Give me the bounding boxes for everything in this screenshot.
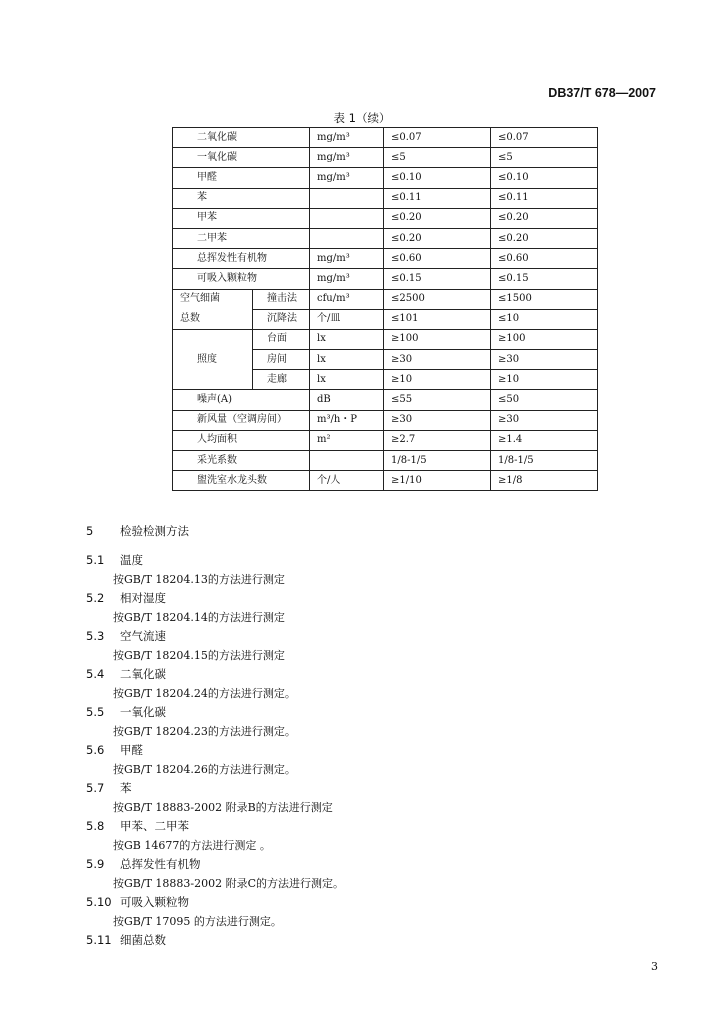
limit-cell-2: ≤0.20 — [491, 208, 598, 228]
item-cell: 二甲苯 — [173, 228, 310, 248]
unit-cell: lx — [310, 350, 384, 370]
table-title: 表 1（续） — [333, 111, 391, 125]
method-text: 按GB/T 18883-2002 附录C的方法进行测定。 — [113, 877, 345, 890]
method-text: 按GB/T 18204.14的方法进行测定 — [113, 611, 285, 624]
subsection-heading — [86, 855, 344, 874]
unit-cell: mg/m³ — [310, 269, 384, 289]
subsection-heading — [86, 627, 344, 646]
limit-cell-1: ≥2.7 — [384, 430, 491, 450]
method-cell: 撞击法 — [253, 289, 310, 309]
limit-cell-2: ≤50 — [491, 390, 598, 410]
item-cell: 新风量（空调房间） — [173, 410, 310, 430]
subsection-number: 5.10 — [86, 895, 112, 909]
subsection-title: 甲醛 — [120, 743, 143, 757]
item-cell: 苯 — [173, 188, 310, 208]
method-text: 按GB/T 17095 的方法进行测定。 — [113, 915, 282, 928]
item-cell: 甲醛 — [173, 168, 310, 188]
unit-cell — [310, 451, 384, 471]
subsection-number: 5.1 — [86, 553, 105, 567]
limit-cell-1: ≤101 — [384, 309, 491, 329]
subsection-number: 5.11 — [86, 933, 112, 947]
table-row — [173, 188, 598, 208]
limit-cell-1: ≤2500 — [384, 289, 491, 309]
subsection-heading — [86, 817, 344, 836]
section-heading — [86, 522, 344, 541]
limit-cell-2: ≥30 — [491, 410, 598, 430]
table-row — [173, 390, 598, 410]
unit-cell: 个/人 — [310, 471, 384, 491]
table-row — [173, 128, 598, 148]
unit-cell: mg/m³ — [310, 128, 384, 148]
limit-cell-2: ≤0.07 — [491, 128, 598, 148]
limit-cell-2: ≤1500 — [491, 289, 598, 309]
unit-cell: m² — [310, 430, 384, 450]
unit-cell: cfu/m³ — [310, 289, 384, 309]
subsection-number: 5.8 — [86, 819, 105, 833]
subsection-heading — [86, 893, 344, 912]
unit-cell: mg/m³ — [310, 249, 384, 269]
item-cell: 噪声(A) — [173, 390, 310, 410]
bacteria-label-bottom: 总数 — [173, 309, 253, 329]
subsection-number: 5.7 — [86, 781, 105, 795]
unit-cell — [310, 188, 384, 208]
method-text: 按GB/T 18204.13的方法进行测定 — [113, 573, 285, 586]
subsection-heading — [86, 703, 344, 722]
limit-cell-2: ≤5 — [491, 148, 598, 168]
item-cell: 总挥发性有机物 — [173, 249, 310, 269]
limit-cell-1: ≤0.11 — [384, 188, 491, 208]
method-text: 按GB/T 18204.23的方法进行测定。 — [113, 725, 296, 738]
limit-cell-2: ≤10 — [491, 309, 598, 329]
item-cell: 盥洗室水龙头数 — [173, 471, 310, 491]
subsection-heading — [86, 589, 344, 608]
subsection-title: 温度 — [120, 553, 143, 567]
method-cell: 沉降法 — [253, 309, 310, 329]
limit-cell-2: 1/8-1/5 — [491, 451, 598, 471]
table-row — [173, 208, 598, 228]
unit-cell — [310, 208, 384, 228]
limit-cell-2: ≤0.15 — [491, 269, 598, 289]
unit-cell — [310, 228, 384, 248]
table-row — [173, 451, 598, 471]
subsection-title: 一氧化碳 — [120, 705, 166, 719]
illuminance-label: 照度 — [173, 329, 253, 390]
limit-cell-2: ≤0.60 — [491, 249, 598, 269]
limit-cell-1: ≥1/10 — [384, 471, 491, 491]
item-cell: 人均面积 — [173, 430, 310, 450]
limit-cell-1: ≤0.07 — [384, 128, 491, 148]
table-row — [173, 168, 598, 188]
limit-cell-1: ≤0.20 — [384, 228, 491, 248]
subsection-heading — [86, 551, 344, 570]
table-row — [173, 269, 598, 289]
limit-cell-1: ≤55 — [384, 390, 491, 410]
unit-cell: m³/h・P — [310, 410, 384, 430]
limit-cell-2: ≤0.10 — [491, 168, 598, 188]
limit-cell-2: ≥10 — [491, 370, 598, 390]
table-row — [173, 471, 598, 491]
subsection-number: 5.5 — [86, 705, 105, 719]
subsection-number: 5.2 — [86, 591, 105, 605]
subsection-number: 5.9 — [86, 857, 105, 871]
limit-cell-2: ≤0.20 — [491, 228, 598, 248]
limit-cell-1: ≥10 — [384, 370, 491, 390]
table-row — [173, 148, 598, 168]
subsection-heading — [86, 779, 344, 798]
subsection-number: 5.6 — [86, 743, 105, 757]
unit-cell: lx — [310, 370, 384, 390]
table-row — [173, 329, 598, 349]
unit-cell: mg/m³ — [310, 148, 384, 168]
item-cell: 采光系数 — [173, 451, 310, 471]
section-title: 检验检测方法 — [120, 524, 189, 538]
limit-cell-1: ≤0.60 — [384, 249, 491, 269]
limit-cell-1: 1/8-1/5 — [384, 451, 491, 471]
place-cell: 房间 — [253, 350, 310, 370]
item-cell: 甲苯 — [173, 208, 310, 228]
subsection-title: 二氧化碳 — [120, 667, 166, 681]
item-cell: 可吸入颗粒物 — [173, 269, 310, 289]
table-row — [173, 309, 598, 329]
method-text: 按GB 14677的方法进行测定 。 — [113, 839, 271, 852]
place-cell: 走廊 — [253, 370, 310, 390]
method-text: 按GB/T 18204.26的方法进行测定。 — [113, 763, 296, 776]
methods-section — [86, 522, 344, 950]
subsection-title: 细菌总数 — [120, 933, 166, 947]
subsection-title: 空气流速 — [120, 629, 166, 643]
unit-cell: 个/皿 — [310, 309, 384, 329]
limit-cell-1: ≥100 — [384, 329, 491, 349]
section-number: 5 — [86, 524, 94, 538]
place-cell: 台面 — [253, 329, 310, 349]
subsection-title: 苯 — [120, 781, 132, 795]
item-cell: 一氧化碳 — [173, 148, 310, 168]
limit-cell-1: ≤0.10 — [384, 168, 491, 188]
page-number: 3 — [651, 960, 658, 973]
limit-cell-2: ≤0.11 — [491, 188, 598, 208]
unit-cell: mg/m³ — [310, 168, 384, 188]
subsection-title: 甲苯、二甲苯 — [120, 819, 189, 833]
subsection-heading — [86, 931, 344, 950]
document-code: DB37/T 678—2007 — [548, 86, 656, 100]
table-row — [173, 430, 598, 450]
table-row — [173, 410, 598, 430]
standards-table — [172, 127, 598, 491]
subsection-title: 相对湿度 — [120, 591, 166, 605]
subsection-title: 总挥发性有机物 — [120, 857, 201, 871]
limit-cell-1: ≤0.15 — [384, 269, 491, 289]
limit-cell-1: ≥30 — [384, 350, 491, 370]
limit-cell-1: ≤0.20 — [384, 208, 491, 228]
subsection-heading — [86, 741, 344, 760]
table-row — [173, 289, 598, 309]
bacteria-label-top: 空气细菌 — [173, 289, 253, 309]
limit-cell-2: ≥1/8 — [491, 471, 598, 491]
limit-cell-2: ≥1.4 — [491, 430, 598, 450]
subsection-number: 5.4 — [86, 667, 105, 681]
subsection-heading — [86, 665, 344, 684]
method-text: 按GB/T 18204.15的方法进行测定 — [113, 649, 285, 662]
item-cell: 二氧化碳 — [173, 128, 310, 148]
limit-cell-2: ≥100 — [491, 329, 598, 349]
unit-cell: dB — [310, 390, 384, 410]
limit-cell-1: ≥30 — [384, 410, 491, 430]
method-text: 按GB/T 18883-2002 附录B的方法进行测定 — [113, 801, 333, 814]
table-row — [173, 249, 598, 269]
subsection-title: 可吸入颗粒物 — [120, 895, 189, 909]
method-text: 按GB/T 18204.24的方法进行测定。 — [113, 687, 296, 700]
limit-cell-1: ≤5 — [384, 148, 491, 168]
subsection-number: 5.3 — [86, 629, 105, 643]
unit-cell: lx — [310, 329, 384, 349]
table-row — [173, 228, 598, 248]
limit-cell-2: ≥30 — [491, 350, 598, 370]
